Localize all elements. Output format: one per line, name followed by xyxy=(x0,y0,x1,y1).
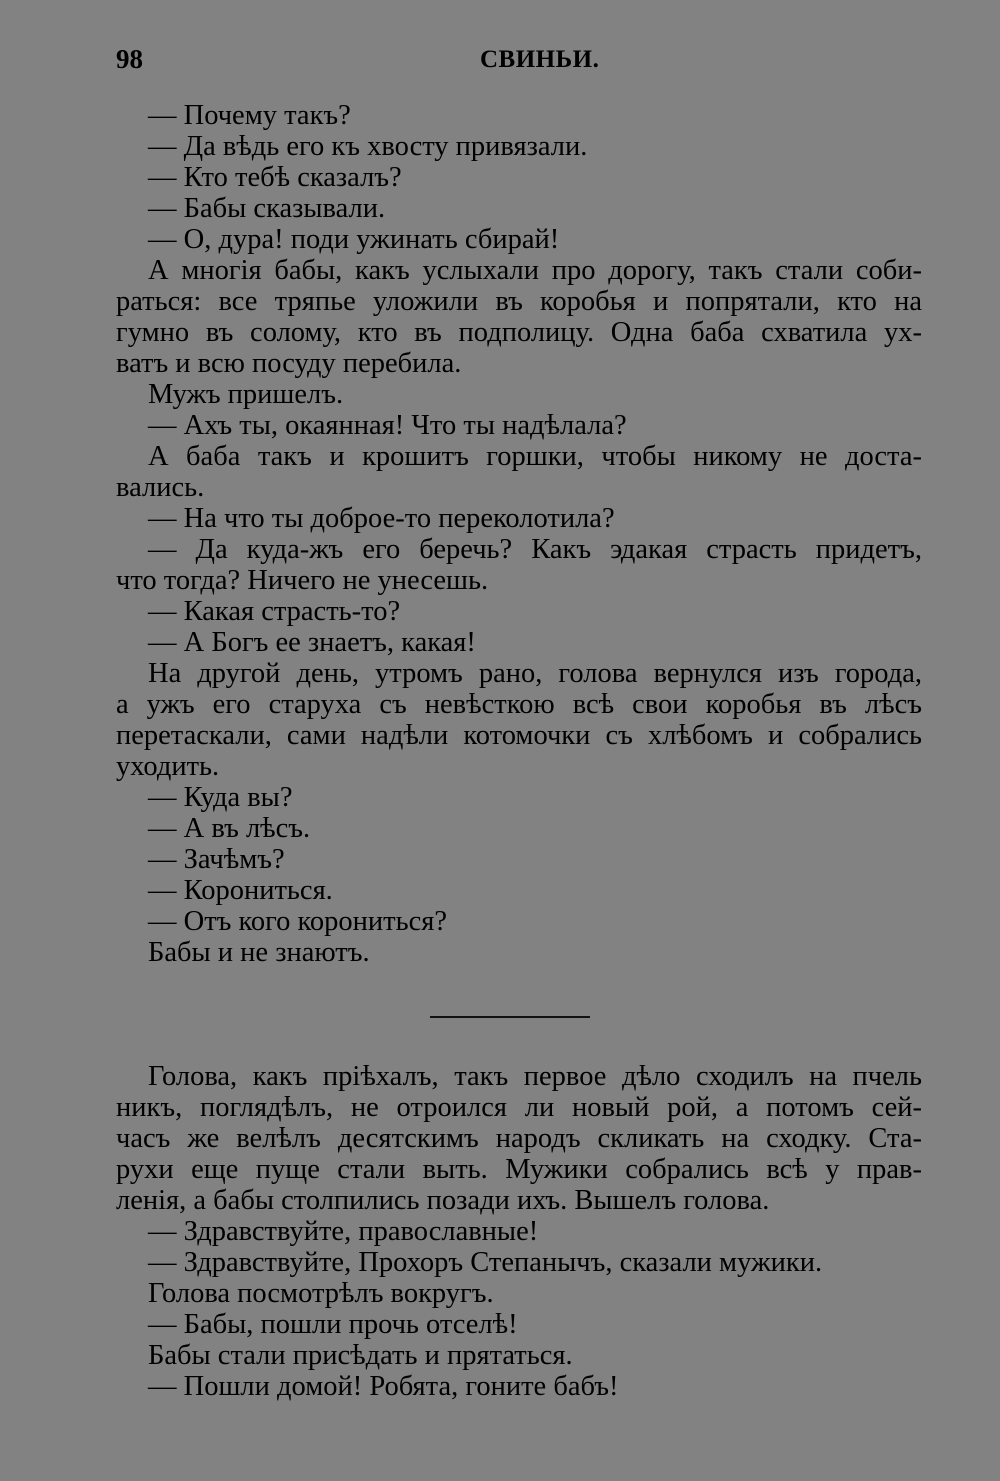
text-line: рухи еще пуще стали выть. Мужики собрались всѣ у прав- xyxy=(116,1154,922,1185)
dialogue-line: — О, дура! поди ужинать сбирай! xyxy=(148,224,560,255)
text-section-2 xyxy=(116,1061,922,1402)
dialogue-line: — Пошли домой! Робята, гоните бабъ! xyxy=(148,1371,619,1402)
text-line: вались. xyxy=(116,472,205,503)
dialogue-line: — Куда вы? xyxy=(148,782,293,813)
dialogue-line: — Да вѣдь его къ хвосту привязали. xyxy=(148,131,588,162)
text-line: раться: все тряпье уложили въ коробья и попрятали, кто на xyxy=(116,286,922,317)
dialogue-line: — Кто тебѣ сказалъ? xyxy=(148,162,402,193)
dialogue-line: — Бабы сказывали. xyxy=(148,193,386,224)
dialogue-line: — Здравствуйте, православные! xyxy=(148,1216,539,1247)
text-line: гумно въ солому, кто въ подполицу. Одна баба схватила ух- xyxy=(116,317,922,348)
dialogue-line: — Какая страсть-то? xyxy=(148,596,401,627)
dialogue-line: — На что ты доброе-то переколотила? xyxy=(148,503,615,534)
dialogue-line: — А Богъ ее знаетъ, какая! xyxy=(148,627,476,658)
dialogue-line: — Бабы, пошли прочь отселѣ! xyxy=(148,1309,518,1340)
text-line: перетаскали, сами надѣли котомочки съ хлѣбомъ и собрались xyxy=(116,720,922,751)
text-line: Бабы и не знаютъ. xyxy=(148,937,370,968)
dialogue-line: — Отъ кого корониться? xyxy=(148,906,448,937)
page-number: 98 xyxy=(116,44,143,74)
dialogue-line: — Здравствуйте, Прохоръ Степанычъ, сказали мужики. xyxy=(148,1247,823,1278)
dialogue-line: — Корониться. xyxy=(148,875,333,906)
section-separator-rule xyxy=(430,1016,590,1018)
text-line: Голова посмотрѣлъ вокругъ. xyxy=(148,1278,494,1309)
text-line: часъ же велѣлъ десятскимъ народъ скликать на сходку. Ста- xyxy=(116,1123,922,1154)
text-line: Мужъ пришелъ. xyxy=(148,379,344,410)
text-line: Голова, какъ пріѣхалъ, такъ первое дѣло сходилъ на пчель xyxy=(148,1061,922,1092)
text-line: А баба такъ и крошитъ горшки, чтобы никому не доста- xyxy=(148,441,922,472)
dialogue-line: — Да куда-жъ его беречь? Какъ эдакая страсть придетъ, xyxy=(148,534,922,565)
text-line: А многія бабы, какъ услыхали про дорогу, такъ стали соби- xyxy=(148,255,922,286)
text-line: уходить. xyxy=(116,751,220,782)
page-header xyxy=(116,44,926,80)
text-line: что тогда? Ничего не унесешь. xyxy=(116,565,489,596)
dialogue-line: — Ахъ ты, окаянная! Что ты надѣлала? xyxy=(148,410,627,441)
dialogue-line: — А въ лѣсъ. xyxy=(148,813,311,844)
running-title: СВИНЬИ. xyxy=(480,46,600,73)
text-line: а ужъ его старуха съ невѣсткою всѣ свои коробья въ лѣсъ xyxy=(116,689,922,720)
text-line: ватъ и всю посуду перебила. xyxy=(116,348,462,379)
text-line: ленія, а бабы столпились позади ихъ. Вышелъ голова. xyxy=(116,1185,770,1216)
text-line: никъ, поглядѣлъ, не отроился ли новый рой, а потомъ сей- xyxy=(116,1092,922,1123)
dialogue-line: — Почему такъ? xyxy=(148,100,351,131)
text-line: На другой день, утромъ рано, голова вернулся изъ города, xyxy=(148,658,922,689)
text-section-1 xyxy=(116,100,922,968)
dialogue-line: — Зачѣмъ? xyxy=(148,844,285,875)
text-line: Бабы стали присѣдать и прятаться. xyxy=(148,1340,573,1371)
